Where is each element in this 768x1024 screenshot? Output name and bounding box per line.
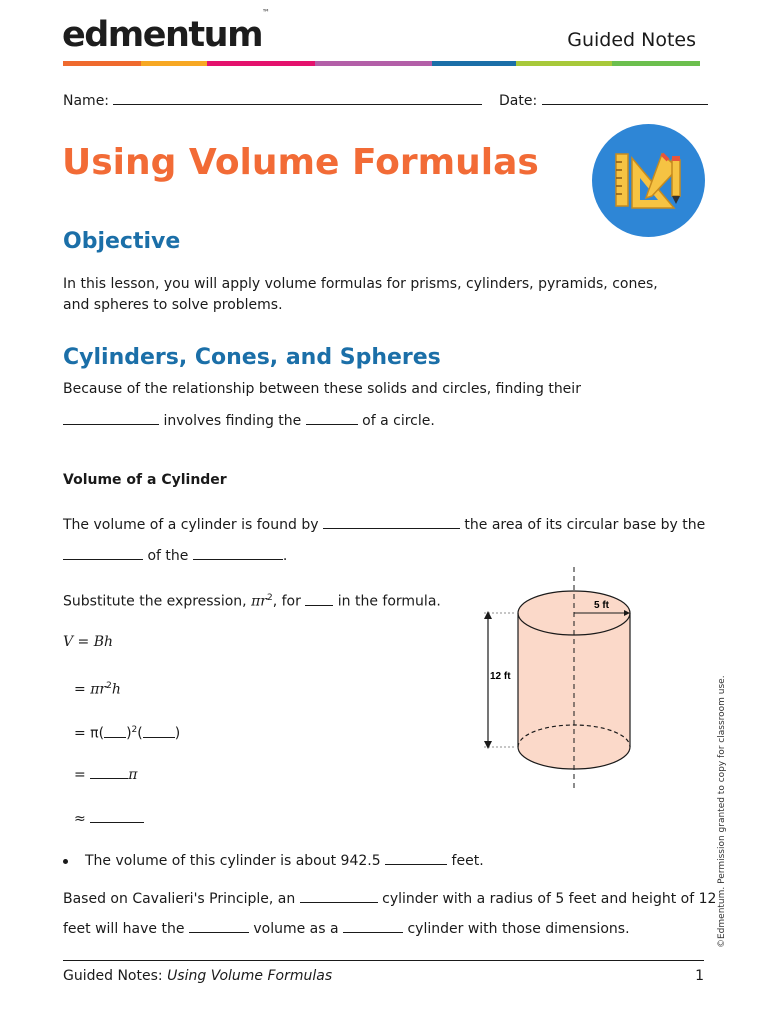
eq-text: ) xyxy=(126,725,132,742)
answer-blank[interactable] xyxy=(143,723,175,738)
name-blank[interactable] xyxy=(113,89,482,105)
eq-prefix: ≈ xyxy=(74,811,86,827)
answer-blank[interactable] xyxy=(90,764,128,779)
stripe-segment xyxy=(612,61,700,66)
cylinder-body xyxy=(518,613,630,769)
stripe-segment xyxy=(141,61,207,66)
color-stripe xyxy=(63,61,700,66)
bullet-icon xyxy=(63,859,68,864)
footer-label xyxy=(63,968,332,984)
substitute-line xyxy=(63,588,441,613)
bullet-item xyxy=(63,850,484,872)
answer-blank[interactable] xyxy=(189,918,249,933)
objective-text: In this lesson, you will apply volume formulas for prisms, cylinders, pyramids, cones, and spheres to solve problems. xyxy=(63,276,658,313)
pi-symbol: π xyxy=(90,681,100,698)
name-label: Name: xyxy=(63,93,110,109)
answer-blank[interactable] xyxy=(300,888,378,903)
exponent: 2 xyxy=(131,725,138,735)
answer-blank[interactable] xyxy=(385,850,447,865)
substitute-text: , for xyxy=(272,593,301,610)
substitute-text: in the formula. xyxy=(337,593,441,610)
cylinder-sentence-2 xyxy=(63,545,287,567)
intro-end-text: of a circle. xyxy=(362,413,435,429)
answer-blank[interactable] xyxy=(323,514,460,529)
equation-4 xyxy=(74,764,137,786)
objective-heading: Objective xyxy=(63,229,181,254)
area-text: the area of its circular base by the xyxy=(464,517,706,533)
ruler-protractor-icon xyxy=(592,124,705,237)
stripe-segment xyxy=(63,61,141,66)
bullet-text: The volume of this cylinder is about 942.5 xyxy=(85,853,381,869)
answer-blank[interactable] xyxy=(63,410,159,425)
pi-symbol: π xyxy=(128,767,138,783)
of-the-text: of the xyxy=(147,548,189,564)
r-variable: r xyxy=(99,681,107,698)
document-type: Guided Notes xyxy=(567,29,696,51)
exponent: 2 xyxy=(106,681,112,691)
edmentum-logo xyxy=(62,8,271,55)
cylinder-diagram xyxy=(474,565,644,795)
eq-text: ) xyxy=(174,725,181,742)
date-blank[interactable] xyxy=(542,89,708,105)
intro-mid-text: involves finding the xyxy=(163,413,302,429)
answer-blank[interactable] xyxy=(343,918,403,933)
cavalieri-line-1 xyxy=(63,888,716,910)
cavalieri-text: volume as a xyxy=(253,921,339,937)
cavalieri-text: Based on Cavalieri's Principle, an xyxy=(63,891,296,907)
stripe-segment xyxy=(432,61,516,66)
height-label: 12 ft xyxy=(490,671,511,682)
intro-line-2 xyxy=(63,410,435,432)
date-label: Date: xyxy=(499,93,538,109)
radius-label: 5 ft xyxy=(594,600,609,611)
stripe-segment xyxy=(315,61,432,66)
copyright-note: ©Edmentum. Permission granted to copy for classroom use. xyxy=(717,675,727,948)
cavalieri-line-2 xyxy=(63,918,630,940)
footer-title: Using Volume Formulas xyxy=(167,968,333,984)
answer-blank[interactable] xyxy=(63,545,143,560)
section-heading: Cylinders, Cones, and Spheres xyxy=(63,345,441,370)
exponent: 2 xyxy=(266,593,273,603)
bullet-end-text: feet. xyxy=(451,853,484,869)
footer-prefix: Guided Notes: xyxy=(63,968,168,984)
answer-blank[interactable] xyxy=(306,410,358,425)
cavalieri-text: cylinder with those dimensions. xyxy=(407,921,630,937)
stripe-segment xyxy=(516,61,612,66)
page-title: Using Volume Formulas xyxy=(62,142,539,183)
date-field[interactable] xyxy=(499,89,708,109)
eq-prefix: = π( xyxy=(74,725,105,742)
intro-line-1: Because of the relationship between these solids and circles, finding their xyxy=(63,381,581,397)
name-field[interactable] xyxy=(63,89,482,109)
h-variable: h xyxy=(111,681,121,698)
cavalieri-text: cylinder with a radius of 5 feet and height of 12 xyxy=(382,891,717,907)
cavalieri-text: feet will have the xyxy=(63,921,185,937)
eq-prefix: = xyxy=(74,681,91,698)
equation-2 xyxy=(74,676,121,701)
brand-name: edmentum xyxy=(62,15,263,55)
trademark-symbol: ™ xyxy=(262,8,271,18)
answer-blank[interactable] xyxy=(193,545,283,560)
page-number: 1 xyxy=(695,968,704,984)
equation-3 xyxy=(74,720,180,745)
footer-divider xyxy=(63,960,704,961)
substitute-text: Substitute the expression, xyxy=(63,593,252,610)
answer-blank[interactable] xyxy=(104,723,126,738)
answer-blank[interactable] xyxy=(90,808,144,823)
pi-r-expression: πr xyxy=(251,593,267,610)
answer-blank[interactable] xyxy=(305,591,333,606)
stripe-segment xyxy=(207,61,315,66)
period: . xyxy=(282,548,288,564)
geometry-tools-icon xyxy=(592,124,705,237)
equation-5 xyxy=(74,808,144,830)
cylinder-sentence-1 xyxy=(63,514,705,536)
eq-prefix: = xyxy=(74,767,86,783)
cylinder-heading: Volume of a Cylinder xyxy=(63,472,227,488)
eq-text: ( xyxy=(137,725,143,742)
found-by-text: The volume of a cylinder is found by xyxy=(63,517,319,533)
equation-1: V = Bh xyxy=(63,634,114,650)
